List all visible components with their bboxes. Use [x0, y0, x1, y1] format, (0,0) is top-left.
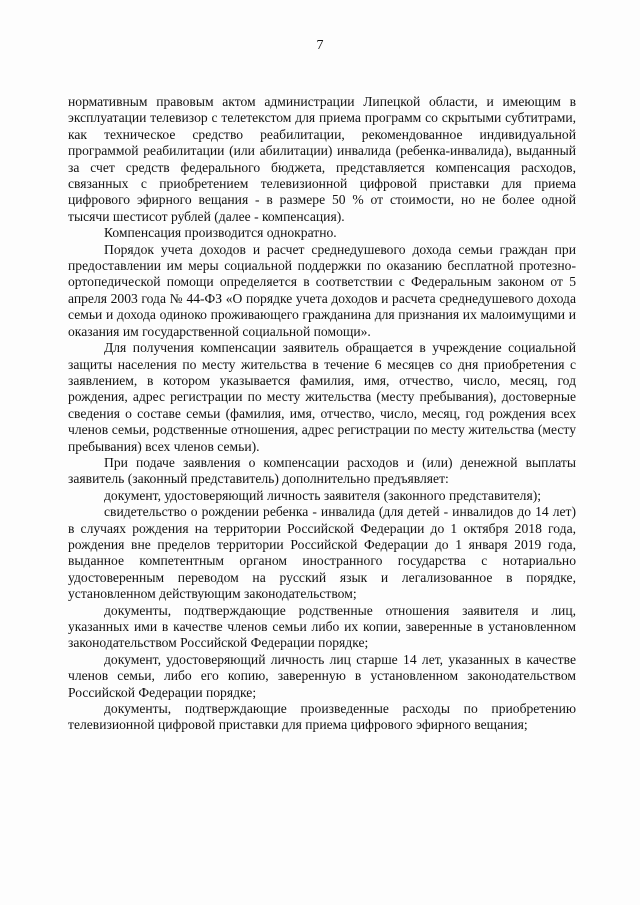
list-item-kinship-documents: документы, подтверждающие родственные отношения заявителя и лиц, указанных ими в качестве членов семьи либо их копии, заверенные в установленном законодательством Российской Федерации порядке; — [68, 602, 576, 651]
paragraph-additional-documents: При подаче заявления о компенсации расходов и (или) денежной выплаты заявитель (законный представитель) дополнительно предъявляет: — [68, 454, 576, 487]
list-item-identity-document: документ, удостоверяющий личность заявителя (законного представителя); — [104, 487, 542, 503]
list-item-birth-certificate: свидетельство о рождении ребенка - инвалида (для детей - инвалидов до 14 лет) в случаях рождения на территории Российской Федерации до 1 октября 2018 года, рождения вне пределов территории Российской Федерации до 1 января 2019 года, выданное компетентным органом иностранного государства с нотариально удостоверенным переводом на русский язык и легализованное в порядке, установленном действующим законодательством; — [68, 504, 576, 602]
list-item-family-identity: документ, удостоверяющий личность лиц старше 14 лет, указанных в качестве членов семьи, либо его копию, заверенную в установленном законодательством Российской Федерации порядке; — [68, 651, 576, 700]
list-item-expense-documents: документы, подтверждающие произведенные расходы по приобретению телевизионной цифровой приставки для приема цифрового эфирного вещания; — [68, 701, 576, 733]
page-number: 7 — [316, 38, 324, 53]
paragraph-continuation: нормативным правовым актом администрации Липецкой области, и имеющим в эксплуатации телевизор с телетекстом для приема программ со скрытыми субтитрами, как техническое средство реабилитации, рекомендованное индивидуальной программой реабилитации (или абилитации) инвалида (ребенка-инвалида), выданный за счет средств федерального бюджета, представляется компенсация расходов, связанных с приобретением телевизионной цифровой приставки для приема цифрового эфирного вещания - в размере 50 % от стоимости, но не более одной тысячи шестисот рублей (далее - компенсация). — [68, 94, 576, 224]
document-body — [68, 94, 576, 734]
paragraph-compensation-once: Компенсация производится однократно. — [104, 225, 337, 241]
paragraph-application: Для получения компенсации заявитель обращается в учреждение социальной защиты населения по месту жительства в течение 6 месяцев со дня приобретения с заявлением, в котором указывается фамилия, имя, отчество, число, месяц, год рождения, адрес регистрации по месту жительства (месту пребывания), достоверные сведения о составе семьи (фамилия, имя, отчество, число, месяц, год рождения всех членов семьи, родственные отношения, адрес регистрации по месту жительства (месту пребывания) всех членов семьи). — [68, 340, 576, 454]
paragraph-income-procedure: Порядок учета доходов и расчет среднедушевого дохода семьи граждан при предоставлении им меры социальной поддержки по оказанию бесплатной протезно-ортопедической помощи определяется в соответствии с Федеральным законом от 5 апреля 2003 года № 44-ФЗ «О порядке учета доходов и расчета среднедушевого дохода семьи и дохода одиноко проживающего гражданина для признания их малоимущими и оказания им государственной социальной помощи». — [68, 241, 576, 339]
